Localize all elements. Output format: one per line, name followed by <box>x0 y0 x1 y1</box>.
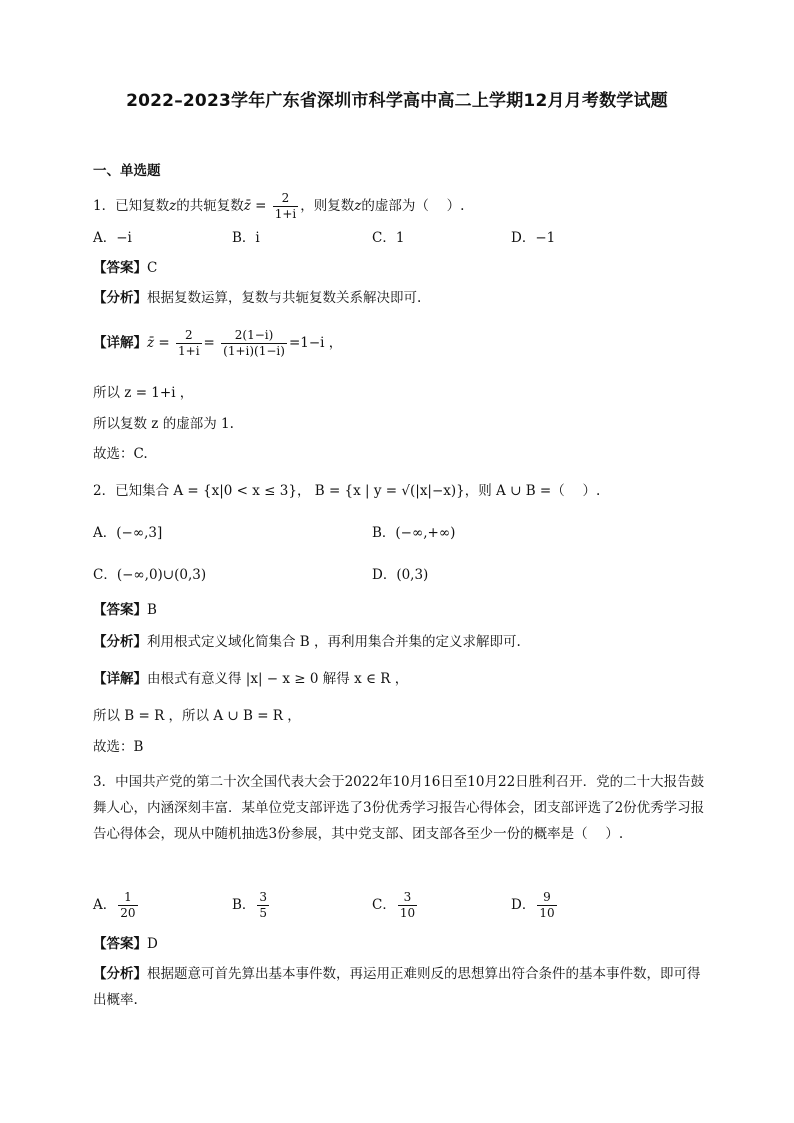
q1-detail-zbar: z̄ = <box>147 335 170 351</box>
q1-stem <box>93 191 464 222</box>
q3-option-a-label: A． <box>93 897 117 913</box>
q2-option-d: D．(0,3) <box>372 567 429 583</box>
q1-answer-value: C <box>147 260 158 276</box>
q2-option-c: C．(−∞,0)∪(0,3) <box>93 567 207 583</box>
q2-analysis-text: 利用根式定义域化简集合 B ，再利用集合并集的定义求解即可. <box>147 634 521 650</box>
q3-answer-value: D <box>147 936 158 952</box>
q2-conclusion: 故选：B <box>93 739 144 755</box>
q1-fraction <box>273 191 299 222</box>
q2-answer <box>93 600 157 620</box>
q3-option-a <box>93 890 140 921</box>
q3-option-c-den: 10 <box>399 906 416 920</box>
q1-analysis <box>93 288 421 308</box>
q1-detail-frac1-num: 2 <box>184 328 193 342</box>
q3-option-a-num: 1 <box>124 890 132 904</box>
q3-analysis <box>93 961 705 1013</box>
q3-option-b-frac <box>257 890 269 921</box>
q3-option-c-label: C． <box>372 897 396 913</box>
q1-stem-b: 的共轭复数 <box>176 198 244 214</box>
q1-analysis-tag: 【分析】 <box>93 290 147 306</box>
q3-option-c-frac <box>398 890 417 921</box>
q2-answer-tag: 【答案】 <box>93 602 147 618</box>
q1-var-z2: z <box>354 198 362 214</box>
q2-option-b: B．(−∞,+∞) <box>372 525 456 541</box>
q1-detail-frac2-den: (1+i)(1−i) <box>223 344 285 358</box>
q1-line-a: 所以 z = 1+i ， <box>93 385 194 401</box>
q2-analysis <box>93 632 521 652</box>
q1-option-b: B．i <box>232 230 260 246</box>
q3-analysis-tag: 【分析】 <box>93 966 147 982</box>
q3-option-b <box>232 890 271 921</box>
q1-stem-a: 1．已知复数 <box>93 198 170 214</box>
q2-answer-value: B <box>147 602 157 618</box>
q1-frac-num: 2 <box>281 191 290 205</box>
page-title: 2022–2023学年广东省深圳市科学高中高二上学期12月月考数学试题 <box>126 91 668 111</box>
q1-detail-tag: 【详解】 <box>93 335 147 351</box>
q3-option-d-num: 9 <box>543 890 551 904</box>
q3-option-d-den: 10 <box>539 906 555 920</box>
q2-detail-tag: 【详解】 <box>93 671 147 687</box>
q1-line-b: 所以复数 z 的虚部为 1. <box>93 416 234 432</box>
q2-analysis-tag: 【分析】 <box>93 634 147 650</box>
q1-detail-frac1 <box>176 328 202 359</box>
section-heading: 一、单选题 <box>93 163 161 179</box>
q1-option-d: D．−1 <box>511 230 556 246</box>
q1-answer <box>93 258 157 278</box>
q2-detail <box>93 669 408 689</box>
q3-analysis-text: 根据题意可首先算出基本事件数，再运用正难则反的思想算出符合条件的基本事件数，即可得出概率. <box>93 966 701 1008</box>
q2-detail-text: 由根式有意义得 |x| − x ≥ 0 解得 x ∈ R ， <box>147 671 409 687</box>
q1-frac-den: 1+i <box>274 207 297 221</box>
q1-detail-tail: =1−i ， <box>288 335 343 351</box>
q1-detail <box>93 328 342 359</box>
q3-option-b-den: 5 <box>259 906 268 920</box>
q3-option-a-den: 20 <box>120 906 136 920</box>
q1-option-c: C．1 <box>372 230 405 246</box>
q2-option-a: A．(−∞,3] <box>93 525 163 541</box>
q1-detail-frac1-den: 1+i <box>178 344 200 358</box>
q1-detail-frac2-num: 2(1−i) <box>234 328 274 342</box>
q1-detail-eq: = <box>203 335 215 351</box>
q1-stem-c: ，则复数 <box>300 198 355 214</box>
q3-option-c <box>372 890 419 921</box>
q3-option-a-frac <box>118 890 137 921</box>
q1-stem-d: 的虚部为（ ）. <box>361 198 465 214</box>
q3-option-b-label: B． <box>232 897 256 913</box>
q1-conclusion: 故选：C. <box>93 446 148 462</box>
q1-detail-frac2 <box>221 328 287 359</box>
q2-line-a: 所以 B = R ，所以 A ∪ B = R ， <box>93 708 301 724</box>
q3-option-d <box>511 890 559 921</box>
q3-option-b-num: 3 <box>259 890 268 904</box>
q3-option-d-frac <box>537 890 556 921</box>
q2-stem: 2．已知集合 A = {x|0 < x ≤ 3}， B = {x | y = √(|x|−x)}，则 A ∪ B =（ ）. <box>93 483 601 499</box>
q3-option-c-num: 3 <box>403 890 412 904</box>
q3-stem: 3．中国共产党的第二十次全国代表大会于2022年10月16日至10月22日胜利召开．党的二十大报告鼓舞人心，内涵深刻丰富．某单位党支部评选了3份优秀学习报告心得体会，团支部评选了2份优秀学习报告心得体会，现从中随机抽选3份参展，其中党支部、团支部各至少一份的概率是（ ）. <box>93 774 705 842</box>
q3-answer <box>93 934 158 954</box>
q3-answer-tag: 【答案】 <box>93 936 147 952</box>
q1-option-a: A．−i <box>93 230 132 246</box>
q1-answer-tag: 【答案】 <box>93 260 147 276</box>
q1-zbar: z̄ = <box>243 198 267 214</box>
q1-var-z: z <box>169 198 177 214</box>
q1-analysis-text: 根据复数运算，复数与共轭复数关系解决即可. <box>147 290 422 306</box>
q3-option-d-label: D． <box>511 897 536 913</box>
